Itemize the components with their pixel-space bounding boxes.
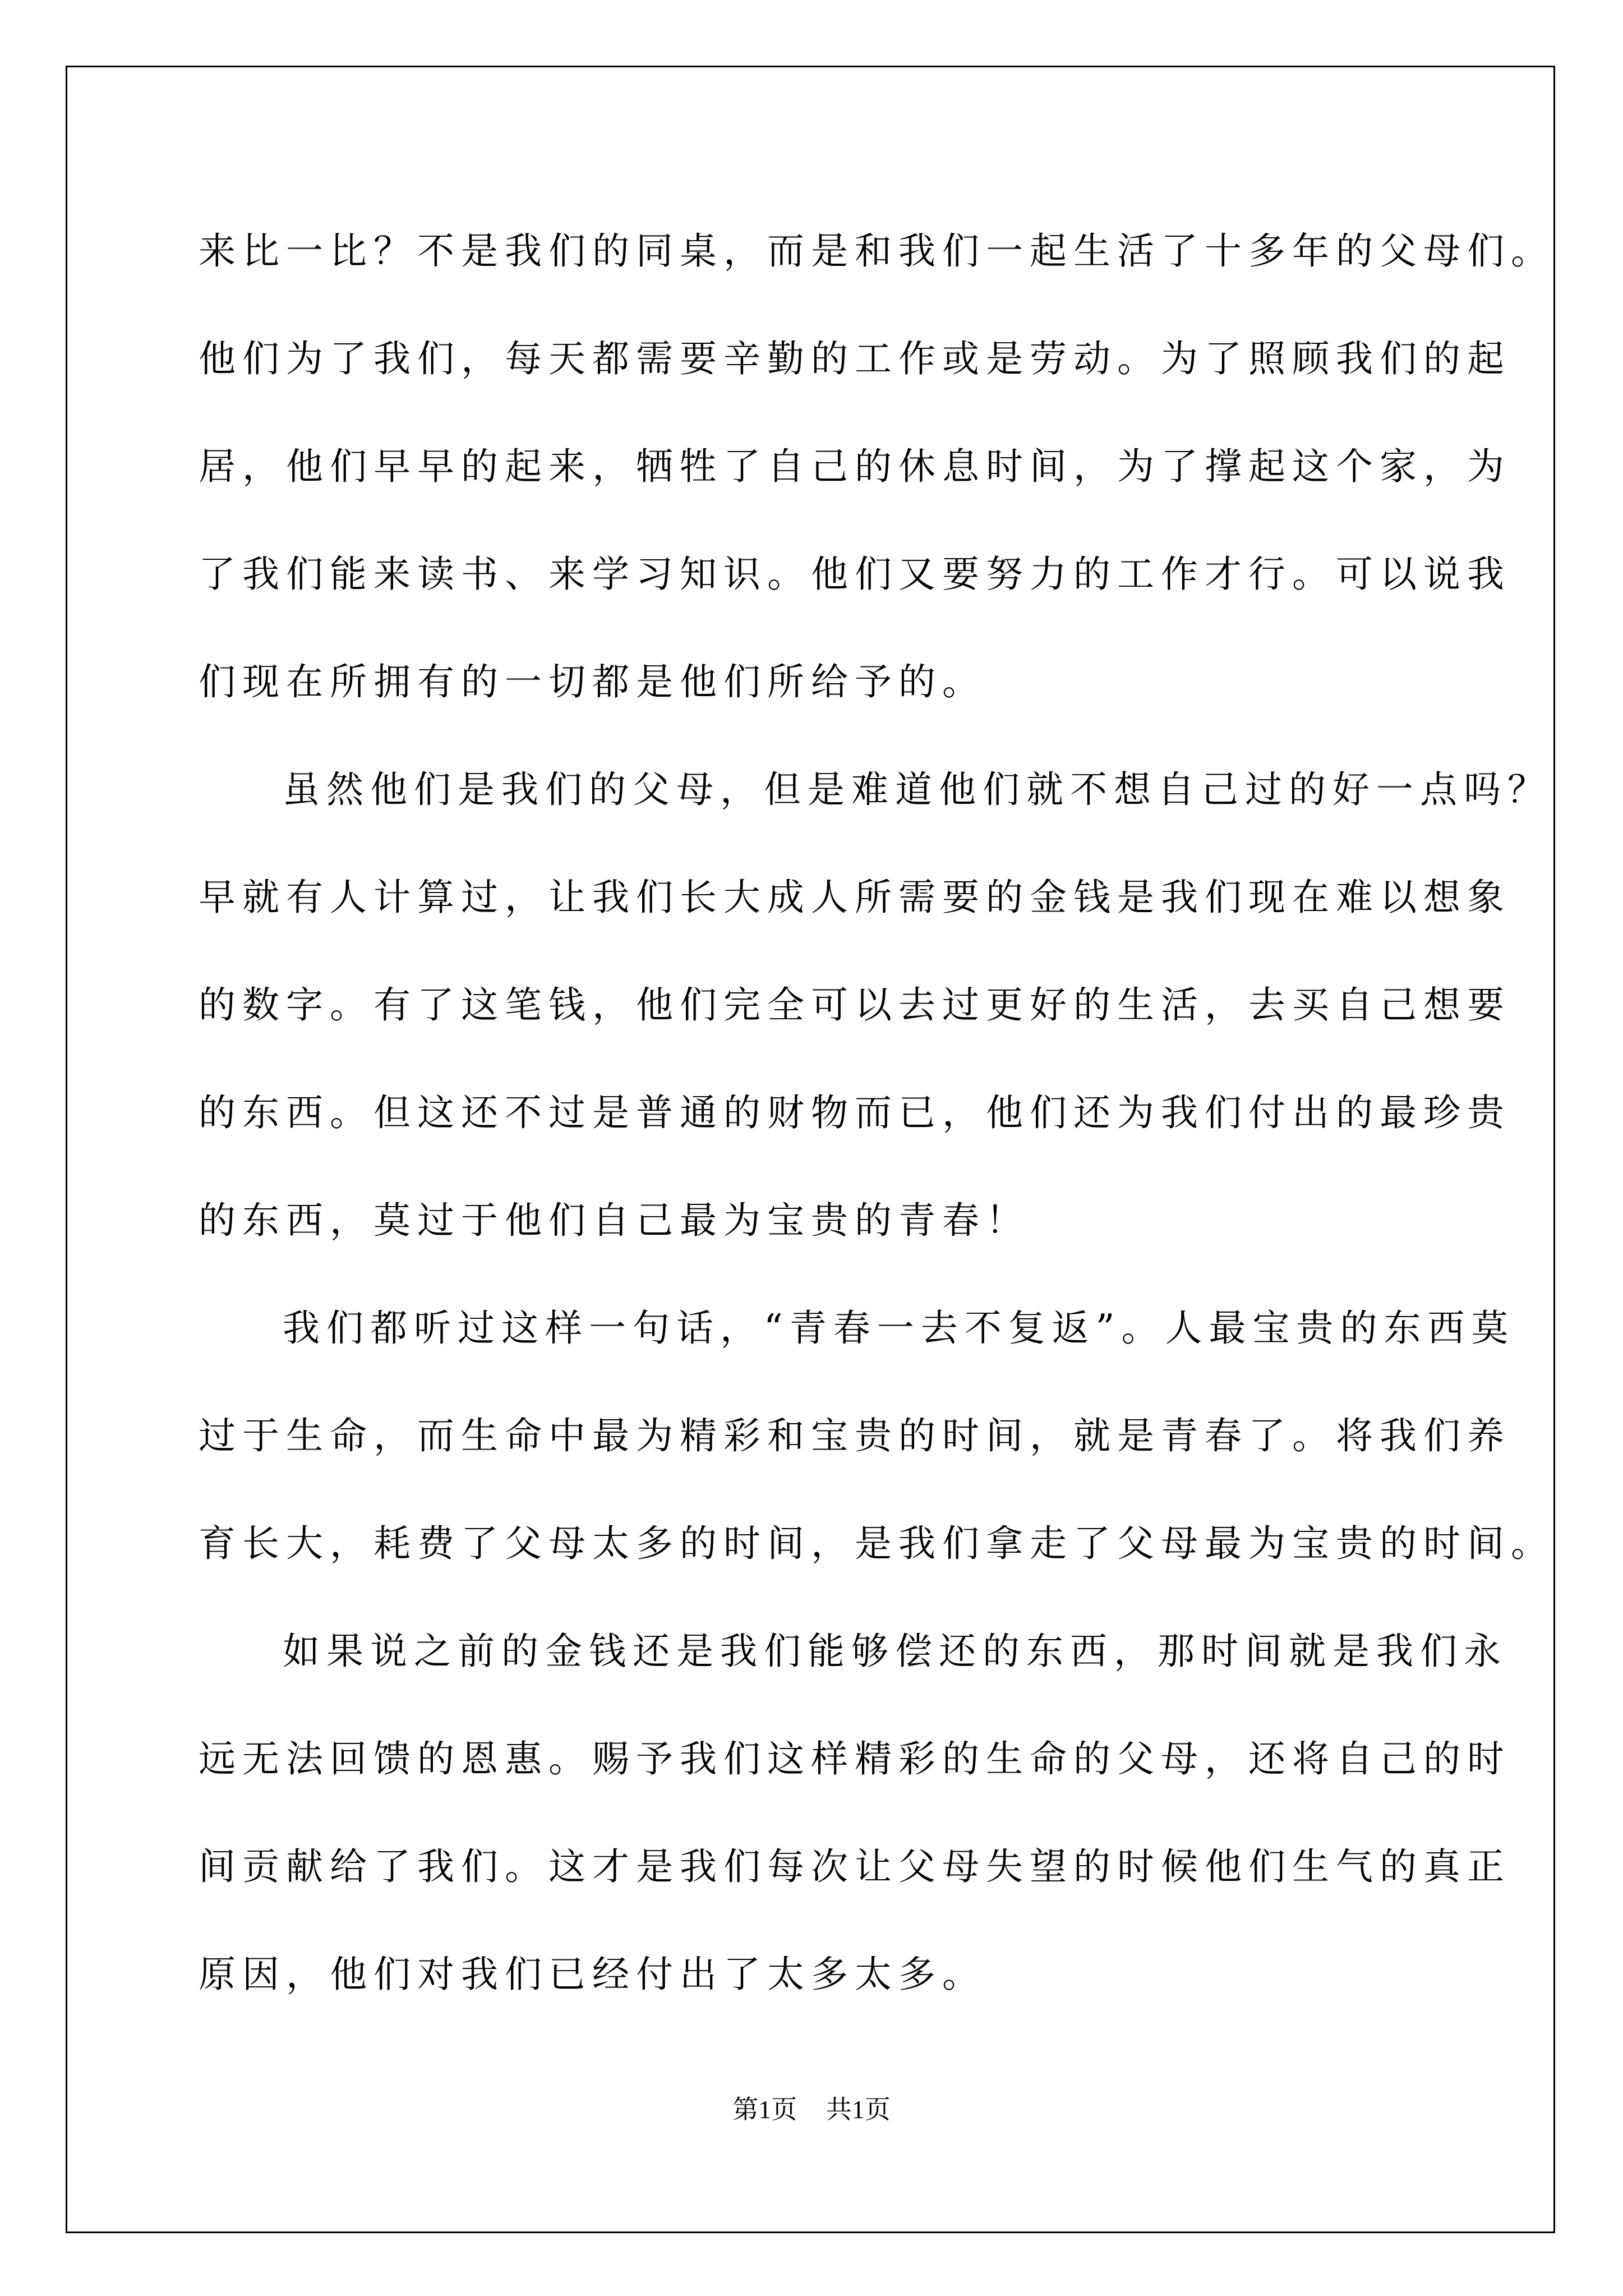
text-line: 的东西。但这还不过是普通的财物而已，他们还为我们付出的最珍贵 (199, 1091, 1511, 1134)
page-total: 共1页 (826, 2095, 891, 2124)
text-line: 间贡献给了我们。这才是我们每次让父母失望的时候他们生气的真正 (199, 1845, 1511, 1888)
paragraph-4 (199, 1598, 1511, 2028)
text-line: 虽然他们是我们的父母，但是难道他们就不想自己过的好一点吗？ (283, 768, 1551, 811)
document-body (199, 197, 1555, 2028)
text-line: 原因，他们对我们已经付出了太多太多。 (199, 1953, 986, 1996)
text-line: 的东西，莫过于他们自己最为宝贵的青春！ (199, 1199, 1030, 1242)
text-line: 们现在所拥有的一切都是他们所给予的。 (199, 660, 986, 703)
text-line: 我们都听过这样一句话，“青春一去不复返”。人最宝贵的东西莫 (283, 1306, 1515, 1350)
text-line: 早就有人计算过，让我们长大成人所需要的金钱是我们现在难以想象 (199, 876, 1511, 919)
text-line: 居，他们早早的起来，牺牲了自己的休息时间，为了撑起这个家，为 (199, 445, 1511, 488)
text-line: 他们为了我们，每天都需要辛勤的工作或是劳动。为了照顾我们的起 (199, 337, 1511, 380)
paragraph-3 (199, 1274, 1555, 1598)
text-line: 来比一比？不是我们的同桌，而是和我们一起生活了十多年的父母们。 (199, 229, 1555, 273)
text-line: 远无法回馈的恩惠。赐予我们这样精彩的生命的父母，还将自己的时 (199, 1737, 1511, 1780)
page-number: 第1页 (732, 2095, 797, 2124)
text-line: 的数字。有了这笔钱，他们完全可以去过更好的生活，去买自己想要 (199, 983, 1511, 1027)
page-footer (0, 2089, 1623, 2126)
text-line: 了我们能来读书、来学习知识。他们又要努力的工作才行。可以说我 (199, 553, 1511, 596)
paragraph-1 (199, 197, 1555, 736)
text-line: 如果说之前的金钱还是我们能够偿还的东西，那时间就是我们永 (283, 1630, 1507, 1673)
text-line: 过于生命，而生命中最为精彩和宝贵的时间，就是青春了。将我们养 (199, 1414, 1511, 1457)
text-line: 育长大，耗费了父母太多的时间，是我们拿走了父母最为宝贵的时间。 (199, 1522, 1555, 1565)
paragraph-2 (199, 736, 1551, 1274)
